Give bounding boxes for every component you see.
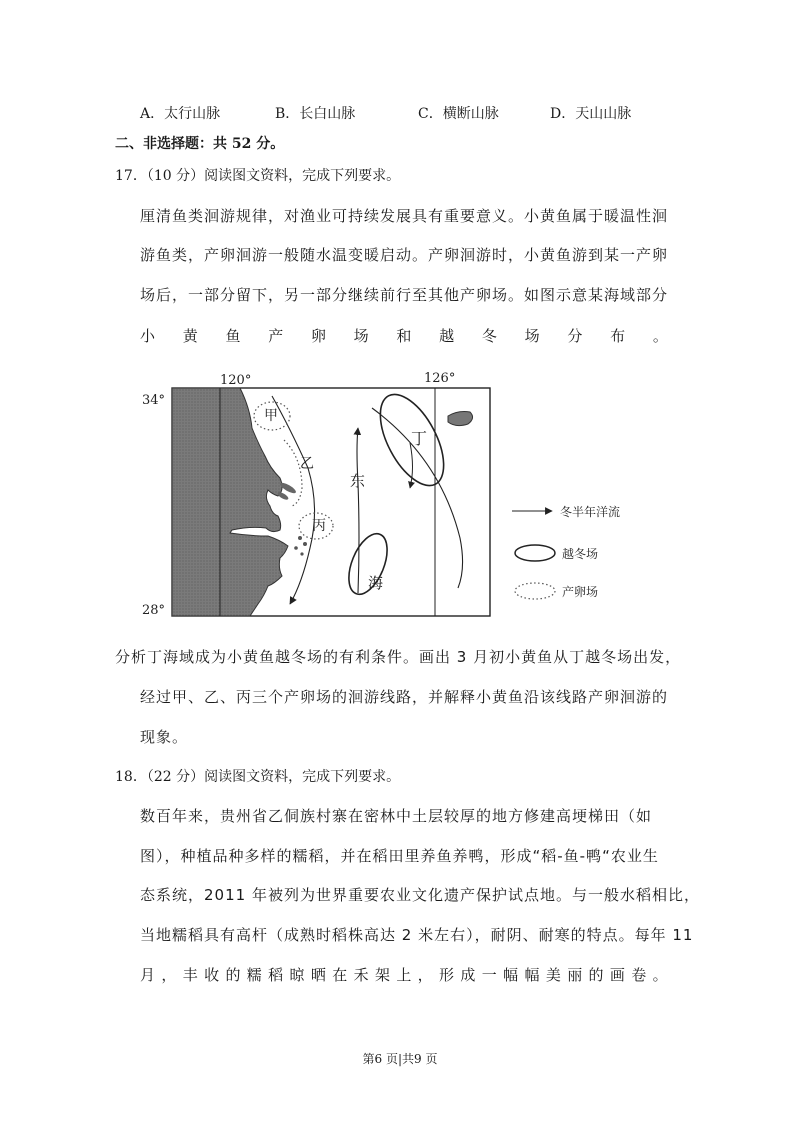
label-lon-120: 120° [220,373,252,388]
option-b: B．长白山脉 [275,106,356,122]
label-ding: 丁 [411,429,428,448]
spread-char: 布 [610,327,626,345]
spread-char: ， [417,966,433,984]
spread-char: 场 [524,327,540,345]
question-18-header: 18．（22 分）阅读图文资料，完成下列要求。 [115,769,401,785]
label-lat-28: 28° [142,603,166,618]
spread-char: 冬 [481,327,497,345]
page-footer: 第6 页|共9 页 [362,1052,438,1066]
spread-char: 美 [545,966,561,984]
spread-char: 的 [225,966,241,984]
spread-char: 禾 [353,966,369,984]
spread-char: 画 [609,966,625,984]
spread-char: 一 [481,966,497,984]
spread-char: 。 [652,966,668,984]
q17-task-line: 分析丁海域成为小黄鱼越冬场的有利条件。画出 3 月初小黄鱼从丁越冬场出发， [115,648,682,666]
label-bing: 丙 [312,518,326,534]
spread-char: 卵 [310,327,326,345]
spread-char: 上 [396,966,412,984]
spread-char: 丽 [567,966,583,984]
q18-paragraph-line: 态系统，2011 年被列为世界重要农业文化遗产保护试点地。与一般水稻相比， [140,886,700,904]
spread-char: 在 [332,966,348,984]
spread-char: 糯 [246,966,262,984]
spread-char: 场 [353,327,369,345]
spread-char: 收 [204,966,220,984]
option-a: A．太行山脉 [140,106,221,122]
legend-wintering-label: 越冬场 [562,547,599,561]
spread-char: 丰 [182,966,198,984]
island [298,536,302,540]
island [303,542,307,546]
q18-spread-line [140,964,668,985]
label-lat-34: 34° [142,393,166,408]
label-dong: 东 [350,472,366,490]
spread-char: 架 [374,966,390,984]
legend-current-label: 冬半年洋流 [560,505,621,519]
label-jia: 甲 [264,408,278,424]
q17-paragraph-line: 游鱼类，产卵洄游一般随水温变暖启动。产卵洄游时，小黄鱼游到某一产卵 [140,246,669,264]
option-d: D．天山山脉 [550,106,632,122]
spread-char: 和 [396,327,412,345]
section-title: 二、非选择题：共 52 分。 [115,136,285,152]
legend-wintering-symbol [515,545,555,561]
q18-paragraph-line: 当地糯稻具有高杆（成熟时稻株高达 2 米左右），耐阴、耐寒的特点。每年 11 [140,926,694,944]
q18-paragraph-line: 数百年来，贵州省乙侗族村寨在密林中土层较厚的地方修建高埂梯田（如 [140,807,653,825]
q17-task-line: 经过甲、乙、丙三个产卵场的洄游线路，并解释小黄鱼沿该线路产卵洄游的 [140,688,669,706]
q17-paragraph-line: 厘清鱼类洄游规律，对渔业可持续发展具有重要意义。小黄鱼属于暖温性洄 [140,207,669,225]
spread-char: 幅 [524,966,540,984]
question-17-header: 17．（10 分）阅读图文资料，完成下列要求。 [115,168,401,184]
spread-char: 月 [140,966,156,984]
spread-char: 形 [439,966,455,984]
legend-spawning-symbol [515,583,555,599]
q17-task-line: 现象。 [140,728,189,746]
spread-char: 产 [268,327,284,345]
spread-char: 越 [439,327,455,345]
spread-char: 的 [588,966,604,984]
option-c: C．横断山脉 [418,106,499,122]
spread-char: ， [161,966,177,984]
island [294,546,298,550]
spread-char: 卷 [631,966,647,984]
spread-char: 幅 [503,966,519,984]
spread-char: 晾 [289,966,305,984]
island-east [448,412,473,426]
fish-distribution-map [140,368,700,620]
spread-char: 晒 [310,966,326,984]
q17-spread-line [140,325,668,346]
legend-spawning-label: 产卵场 [562,585,599,599]
label-hai: 海 [368,574,384,592]
spread-char: 小 [140,327,156,345]
spread-char: 黄 [182,327,198,345]
spread-char: 。 [652,327,668,345]
q17-paragraph-line: 场后，一部分留下，另一部分继续前行至其他产卵场。如图示意某海域部分 [140,286,669,304]
spread-char: 分 [567,327,583,345]
label-yi: 乙 [300,456,314,472]
island [300,552,303,555]
spread-char: 稻 [268,966,284,984]
q18-paragraph-line: 图），种植品种多样的糯稻，并在稻田里养鱼养鸭，形成“稻-鱼-鸭“农业生 [140,847,659,865]
spread-char: 成 [460,966,476,984]
label-lon-126: 126° [424,371,456,386]
spread-char: 鱼 [225,327,241,345]
